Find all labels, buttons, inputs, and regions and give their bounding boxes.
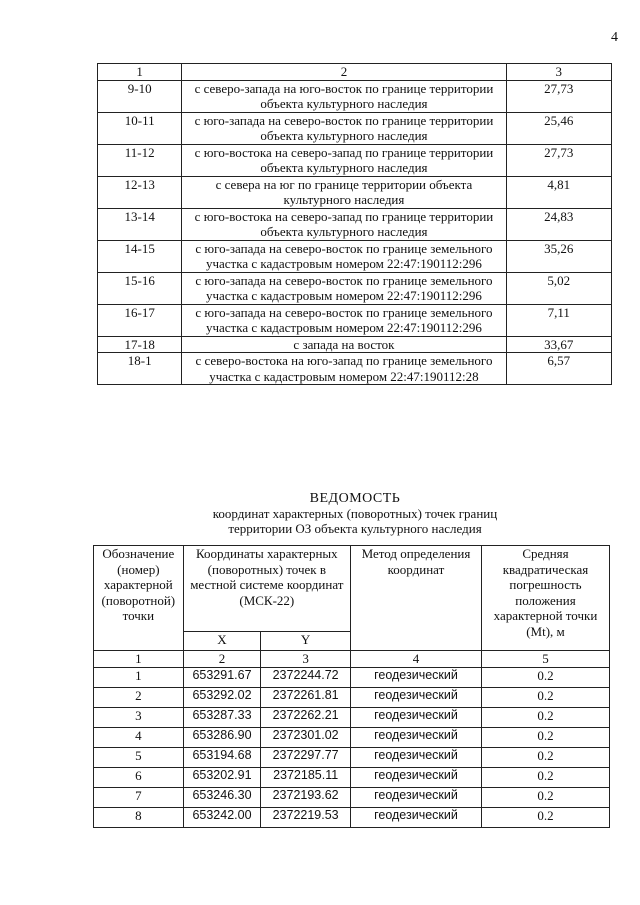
segment-points: 14-15 — [98, 240, 182, 272]
segment-points: 15-16 — [98, 272, 182, 304]
segment-row — [98, 176, 612, 208]
y-coordinate: 2372301.02 — [261, 727, 351, 747]
statement-subtitle-line-1: координат характерных (поворотных) точек границ — [212, 506, 498, 521]
error-value: 0.2 — [481, 787, 609, 807]
x-coordinate: 653286.90 — [183, 727, 261, 747]
coordinates-header: Координаты характерных (поворотных) точек в местной системе координат (МСК-22) — [183, 546, 350, 632]
x-coordinate: 653194.68 — [183, 747, 261, 767]
segment-points: 16-17 — [98, 304, 182, 336]
segment-row — [98, 112, 612, 144]
coordinate-row — [94, 687, 610, 707]
segment-points: 17-18 — [98, 336, 182, 353]
segment-points: 12-13 — [98, 176, 182, 208]
column-number: 1 — [94, 651, 184, 668]
segment-length: 5,02 — [506, 272, 611, 304]
column-number: 3 — [261, 651, 351, 668]
error-value: 0.2 — [481, 667, 609, 687]
segment-length: 7,11 — [506, 304, 611, 336]
error-value: 0.2 — [481, 687, 609, 707]
segments-header-cell: 2 — [182, 64, 506, 81]
segment-description: с северо-востока на юго-запад по границе земельного участка с кадастровым номером 22:47:190112:28 — [182, 353, 506, 385]
column-number: 5 — [481, 651, 609, 668]
segment-row — [98, 336, 612, 353]
point-number: 3 — [94, 707, 184, 727]
point-number: 4 — [94, 727, 184, 747]
coordinate-row — [94, 747, 610, 767]
method-cell: геодезический — [350, 707, 481, 727]
coordinate-row — [94, 707, 610, 727]
segment-description: с юго-востока на северо-запад по границе территории объекта культурного наследия — [182, 144, 506, 176]
segment-length: 27,73 — [506, 144, 611, 176]
statement-subtitle-line-2: территории ОЗ объекта культурного наследия — [228, 521, 482, 536]
segment-length: 4,81 — [506, 176, 611, 208]
method-cell: геодезический — [350, 667, 481, 687]
coords-header-row — [94, 546, 610, 632]
point-number: 5 — [94, 747, 184, 767]
coordinate-row — [94, 807, 610, 827]
segment-row — [98, 208, 612, 240]
segment-length: 33,67 — [506, 336, 611, 353]
designation-header: Обозначение (номер) характерной (поворотной) точки — [94, 546, 184, 651]
segment-description: с юго-запада на северо-восток по границе земельного участка с кадастровым номером 22:47:190112:296 — [182, 304, 506, 336]
coordinate-row — [94, 767, 610, 787]
x-coordinate: 653202.91 — [183, 767, 261, 787]
segment-row — [98, 353, 612, 385]
y-header: Y — [261, 632, 351, 651]
error-header: Средняя квадратическая погрешность положения характерной точки (Mt), м — [481, 546, 609, 651]
method-cell: геодезический — [350, 687, 481, 707]
method-cell: геодезический — [350, 767, 481, 787]
segment-length: 35,26 — [506, 240, 611, 272]
segment-description: с севера на юг по границе территории объекта культурного наследия — [182, 176, 506, 208]
segment-length: 27,73 — [506, 80, 611, 112]
method-cell: геодезический — [350, 727, 481, 747]
segment-points: 10-11 — [98, 112, 182, 144]
error-value: 0.2 — [481, 707, 609, 727]
segment-row — [98, 272, 612, 304]
x-coordinate: 653242.00 — [183, 807, 261, 827]
point-number: 1 — [94, 667, 184, 687]
x-coordinate: 653292.02 — [183, 687, 261, 707]
coordinate-row — [94, 787, 610, 807]
method-cell: геодезический — [350, 747, 481, 767]
segments-table — [97, 63, 612, 385]
segment-row — [98, 80, 612, 112]
error-value: 0.2 — [481, 767, 609, 787]
error-value: 0.2 — [481, 807, 609, 827]
point-number: 7 — [94, 787, 184, 807]
segment-points: 18-1 — [98, 353, 182, 385]
coordinate-row — [94, 667, 610, 687]
point-number: 8 — [94, 807, 184, 827]
segment-row — [98, 304, 612, 336]
error-value: 0.2 — [481, 747, 609, 767]
point-number: 6 — [94, 767, 184, 787]
segment-description: с юго-запада на северо-восток по границе земельного участка с кадастровым номером 22:47:190112:296 — [182, 272, 506, 304]
x-coordinate: 653287.33 — [183, 707, 261, 727]
coordinate-row — [94, 727, 610, 747]
segment-length: 24,83 — [506, 208, 611, 240]
y-coordinate: 2372185.11 — [261, 767, 351, 787]
y-coordinate: 2372244.72 — [261, 667, 351, 687]
y-coordinate: 2372297.77 — [261, 747, 351, 767]
method-header: Метод определения координат — [350, 546, 481, 651]
x-coordinate: 653246.30 — [183, 787, 261, 807]
y-coordinate: 2372262.21 — [261, 707, 351, 727]
segment-row — [98, 144, 612, 176]
segments-header-cell: 1 — [98, 64, 182, 81]
y-coordinate: 2372193.62 — [261, 787, 351, 807]
segment-row — [98, 240, 612, 272]
segment-description: с юго-запада на северо-восток по границе земельного участка с кадастровым номером 22:47:190112:296 — [182, 240, 506, 272]
method-cell: геодезический — [350, 807, 481, 827]
page-number: 4 — [611, 30, 618, 45]
error-value: 0.2 — [481, 727, 609, 747]
y-coordinate: 2372219.53 — [261, 807, 351, 827]
segments-header-cell: 3 — [506, 64, 611, 81]
segment-points: 9-10 — [98, 80, 182, 112]
x-coordinate: 653291.67 — [183, 667, 261, 687]
point-number: 2 — [94, 687, 184, 707]
segment-points: 11-12 — [98, 144, 182, 176]
column-number: 4 — [350, 651, 481, 668]
statement-title: ВЕДОМОСТЬ — [309, 491, 401, 506]
segment-description: с юго-востока на северо-запад по границе территории объекта культурного наследия — [182, 208, 506, 240]
segment-length: 25,46 — [506, 112, 611, 144]
coordinates-table — [93, 545, 610, 828]
x-header: X — [183, 632, 261, 651]
segments-header-row — [98, 64, 612, 81]
segment-description: с северо-запада на юго-восток по границе территории объекта культурного наследия — [182, 80, 506, 112]
segment-description: с запада на восток — [182, 336, 506, 353]
y-coordinate: 2372261.81 — [261, 687, 351, 707]
column-number: 2 — [183, 651, 261, 668]
segment-description: с юго-запада на северо-восток по границе территории объекта культурного наследия — [182, 112, 506, 144]
segment-points: 13-14 — [98, 208, 182, 240]
statement-heading — [90, 491, 620, 536]
coords-column-numbers-row — [94, 651, 610, 668]
segment-length: 6,57 — [506, 353, 611, 385]
method-cell: геодезический — [350, 787, 481, 807]
